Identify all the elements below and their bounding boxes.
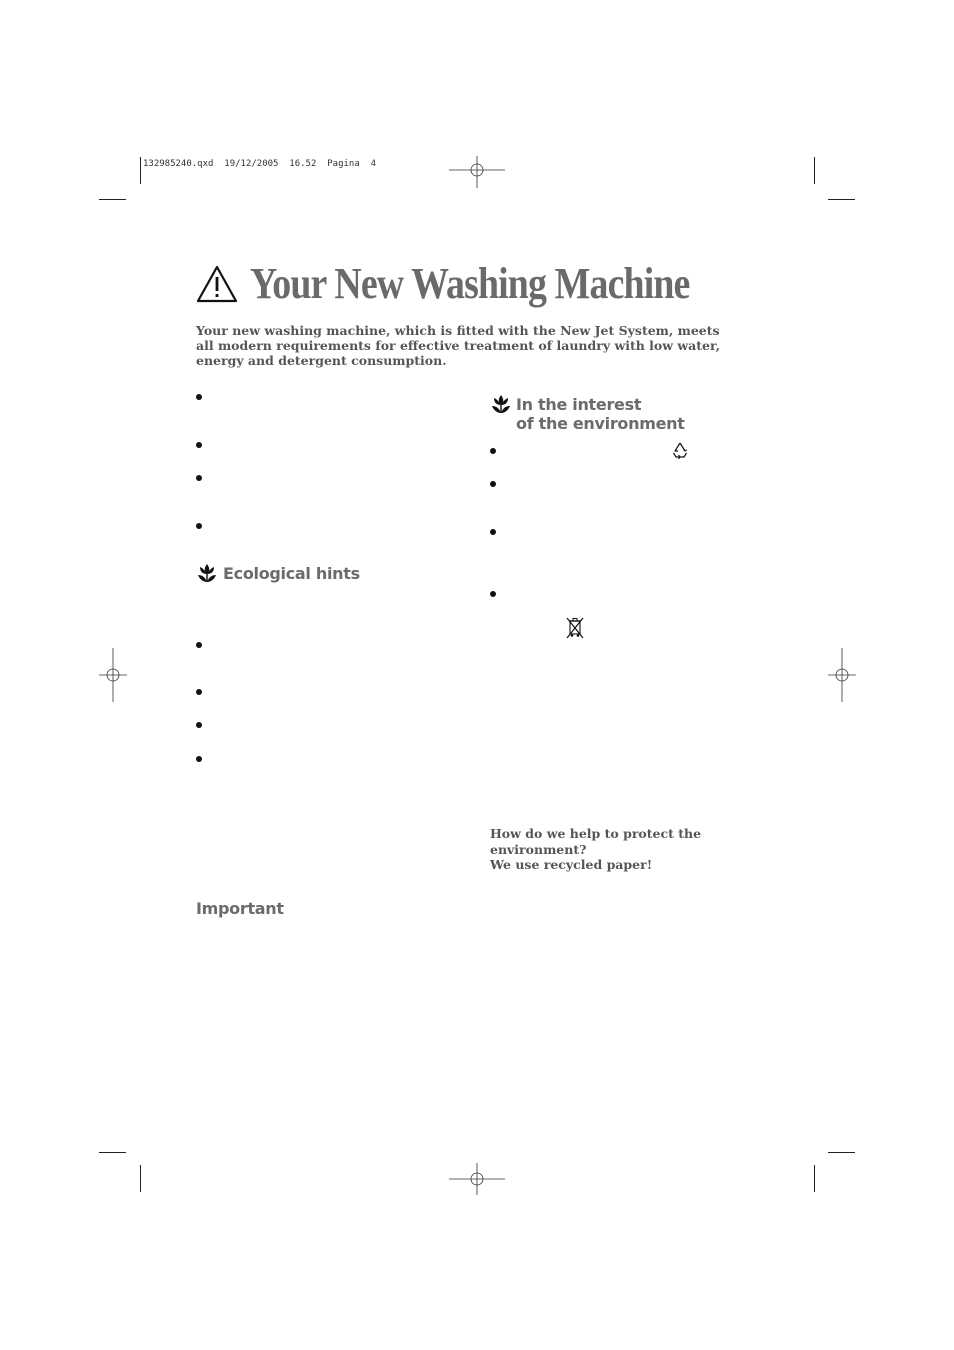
list-bullet — [490, 481, 496, 487]
environment-heading-line1: In the interest — [516, 395, 642, 414]
environment-section — [490, 393, 685, 433]
list-bullet — [490, 529, 496, 535]
recycle-icon — [671, 441, 689, 459]
list-bullet — [490, 448, 496, 454]
list-bullet — [196, 756, 202, 762]
flower-icon — [196, 562, 218, 584]
crop-mark — [99, 1152, 126, 1153]
page-title: Your New Washing Machine — [250, 259, 690, 308]
crop-mark — [814, 1165, 815, 1192]
flower-icon — [490, 393, 512, 415]
crossed-bin-icon — [566, 617, 584, 639]
crop-mark — [140, 157, 141, 184]
warning-triangle-icon — [196, 265, 238, 303]
registration-mark-bottom — [449, 1163, 505, 1195]
list-bullet — [490, 591, 496, 597]
important-heading: Important — [196, 899, 284, 918]
ecological-hints-heading: Ecological hints — [223, 563, 360, 583]
recycled-paper-answer: We use recycled paper! — [490, 857, 653, 872]
list-bullet — [196, 689, 202, 695]
registration-mark-right — [828, 648, 856, 702]
crop-mark — [828, 199, 855, 200]
intro-paragraph: Your new washing machine, which is fitted with the New Jet System, meets all modern requirements for effective treatment of laundry with low water, energy and detergent consumption. — [196, 323, 720, 368]
crop-mark — [99, 199, 126, 200]
page-title-block — [196, 258, 761, 309]
list-bullet — [196, 523, 202, 529]
ecological-hints-section — [196, 562, 360, 584]
registration-mark-top — [449, 156, 505, 188]
list-bullet — [196, 442, 202, 448]
registration-mark-left — [99, 648, 127, 702]
list-bullet — [196, 642, 202, 648]
crop-mark — [140, 1165, 141, 1192]
recycled-paper-question: How do we help to protect the environment? — [490, 826, 702, 857]
recycled-paper-note — [490, 826, 790, 873]
crop-mark — [814, 157, 815, 184]
file-slug: 132985240.qxd 19/12/2005 16.52 Pagina 4 — [143, 159, 376, 169]
list-bullet — [196, 722, 202, 728]
list-bullet — [196, 475, 202, 481]
crop-mark — [828, 1152, 855, 1153]
list-bullet — [196, 394, 202, 400]
environment-heading-line2: of the environment — [516, 414, 685, 433]
